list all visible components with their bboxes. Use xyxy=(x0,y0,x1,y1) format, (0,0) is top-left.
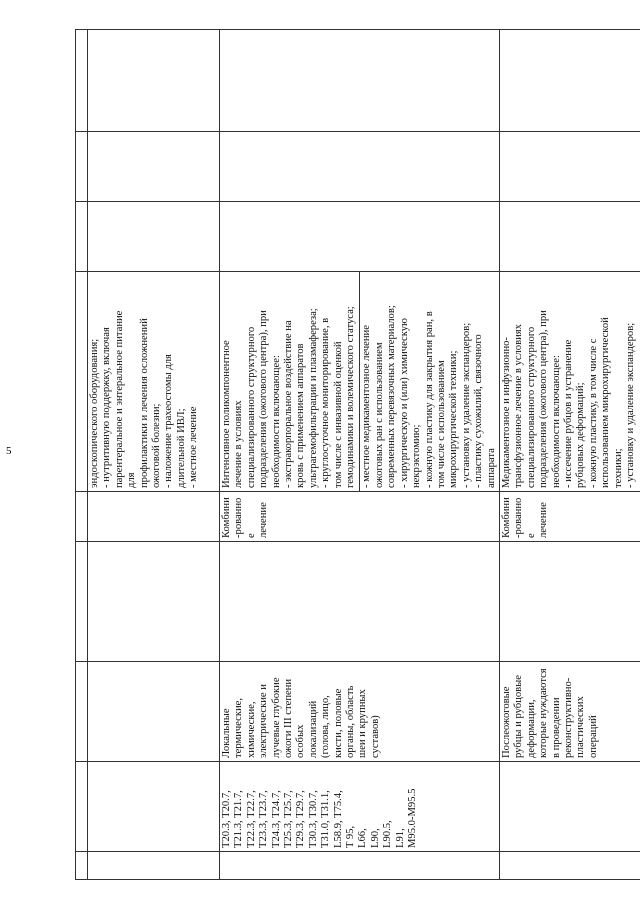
method-line: эндоскопического оборудования; xyxy=(89,338,100,488)
method-line: аппарата xyxy=(485,448,497,488)
method-line: - кожную пластику для закрытия ран, в xyxy=(423,311,435,488)
method-line: том числе с инвазивной оценкой xyxy=(332,341,344,488)
method-line: - наложение трахеостомы для xyxy=(163,354,175,488)
method-line: ультрагемофильтрации и плазмафереза; xyxy=(307,308,319,488)
treatment-table xyxy=(75,29,640,880)
icd-code-line: T22.3, T22.7, xyxy=(245,790,257,848)
method-line: некрэктомию; xyxy=(411,424,423,488)
page-number: 5 xyxy=(6,445,12,457)
method-line: - местное медикаментозное лечение xyxy=(361,325,373,488)
treatment-method-cell xyxy=(220,272,500,492)
method-line: том числе с использованием xyxy=(435,360,447,488)
method-line: для xyxy=(126,472,138,488)
method-line: микрохирургической техники; xyxy=(448,350,460,488)
icd-code-line: L91, xyxy=(394,828,406,848)
method-line: специализированного структурного xyxy=(525,326,537,488)
method-line: - круглосуточное мониторирование, в xyxy=(320,317,332,488)
icd-code-line: T30.3, T30.7, xyxy=(307,790,319,848)
table-row xyxy=(499,30,640,880)
method-line: - пластику сухожилий, связочного xyxy=(473,334,485,488)
treatment-type-cell: Комбини-рованное лечение xyxy=(220,492,500,542)
method-line: - установку и удаление экспандеров; xyxy=(625,322,636,488)
method-line: - местное лечение xyxy=(188,406,200,488)
method-line: профилактики и лечения осложнений xyxy=(138,318,150,488)
icd-code-line: T 95, xyxy=(345,825,357,848)
method-line: - иссечение рубцов и устранение xyxy=(562,339,574,488)
method-line: кровь с применением аппаратов xyxy=(295,343,307,488)
icd-codes-cell xyxy=(220,762,500,852)
icd-code-line: L90.5, xyxy=(382,820,394,848)
treatment-type-cell: Комбини-рованное лечение xyxy=(499,492,640,542)
method-line: - хирургическую и (или) химическую xyxy=(398,318,410,488)
icd-code-line: T21.3, T21.7, xyxy=(233,790,245,848)
method-line: гемодинамики и волемического статуса; xyxy=(345,306,357,488)
method-line: парентеральное и энтеральное питание xyxy=(113,310,125,488)
treatment-method-cell xyxy=(88,272,220,492)
icd-code-line: T24.3, T24.7, xyxy=(270,790,282,848)
table-row xyxy=(220,30,500,880)
icd-code-line: T31.0, T31.1, xyxy=(320,790,332,848)
method-line: - нутритивную поддержку, включая xyxy=(101,327,113,488)
rotated-page-content xyxy=(75,30,636,880)
icd-code-line: T25.3, T25.7, xyxy=(283,790,295,848)
method-line: подразделения (ожогового центра), при xyxy=(258,310,270,488)
method-line: подразделения (ожогового центра), при xyxy=(538,310,550,488)
icd-code-line: M95.0-M95.5 xyxy=(407,788,419,848)
method-line: - экстракорпоральное воздействие на xyxy=(283,320,295,488)
method-line: Интенсивное поликомпонентное xyxy=(221,340,232,488)
icd-code-line: T20.3, T20.7, xyxy=(221,790,232,848)
method-line: ожоговой болезни; xyxy=(151,403,163,488)
icd-code-line: L66, xyxy=(357,828,369,848)
condition-description-cell: Локальные термические, химические, электрические и лучевые глубокие ожоги III степени особых локализаций (голова, лицо, кисти, половые органы, область шеи и крупных суставов) xyxy=(220,662,500,762)
icd-code-line: L58.9, T75.4, xyxy=(332,790,344,848)
table-header-strip xyxy=(76,30,88,880)
condition-description-cell: Послеожоговые рубцы и рубцовые деформации, которые нуждаются в проведении реконструктивно-пластических операций xyxy=(499,662,640,762)
treatment-method-cell xyxy=(499,272,640,492)
method-line: специализированного структурного xyxy=(245,326,257,488)
method-line: лечение в условиях xyxy=(233,400,245,488)
method-line: техники; xyxy=(612,448,624,488)
method-line: длительной ИВЛ; xyxy=(175,408,187,488)
method-line: необходимости включающее: xyxy=(270,355,282,488)
method-line: рубцовых деформаций; xyxy=(575,382,587,488)
method-line: - кожную пластику, в том числе с xyxy=(587,338,599,488)
method-line: Медикаментозное и инфузионно- xyxy=(500,337,512,488)
icd-code-line: T29.3, T29.7, xyxy=(295,790,307,848)
method-line: необходимости включающее: xyxy=(550,355,562,488)
method-line: ожоговых ран с использованием xyxy=(373,342,385,488)
table-row xyxy=(88,30,220,880)
method-line: современных перевязочных материалов; xyxy=(386,305,398,488)
icd-code-line: L90, xyxy=(369,828,381,848)
method-line: - установку и удаление экспандеров; xyxy=(460,322,472,488)
icd-code-line: T23.3, T23.7, xyxy=(258,790,270,848)
method-line: использованием микрохирургической xyxy=(600,317,612,488)
method-line: трансфузионное лечение в условиях xyxy=(513,324,525,488)
